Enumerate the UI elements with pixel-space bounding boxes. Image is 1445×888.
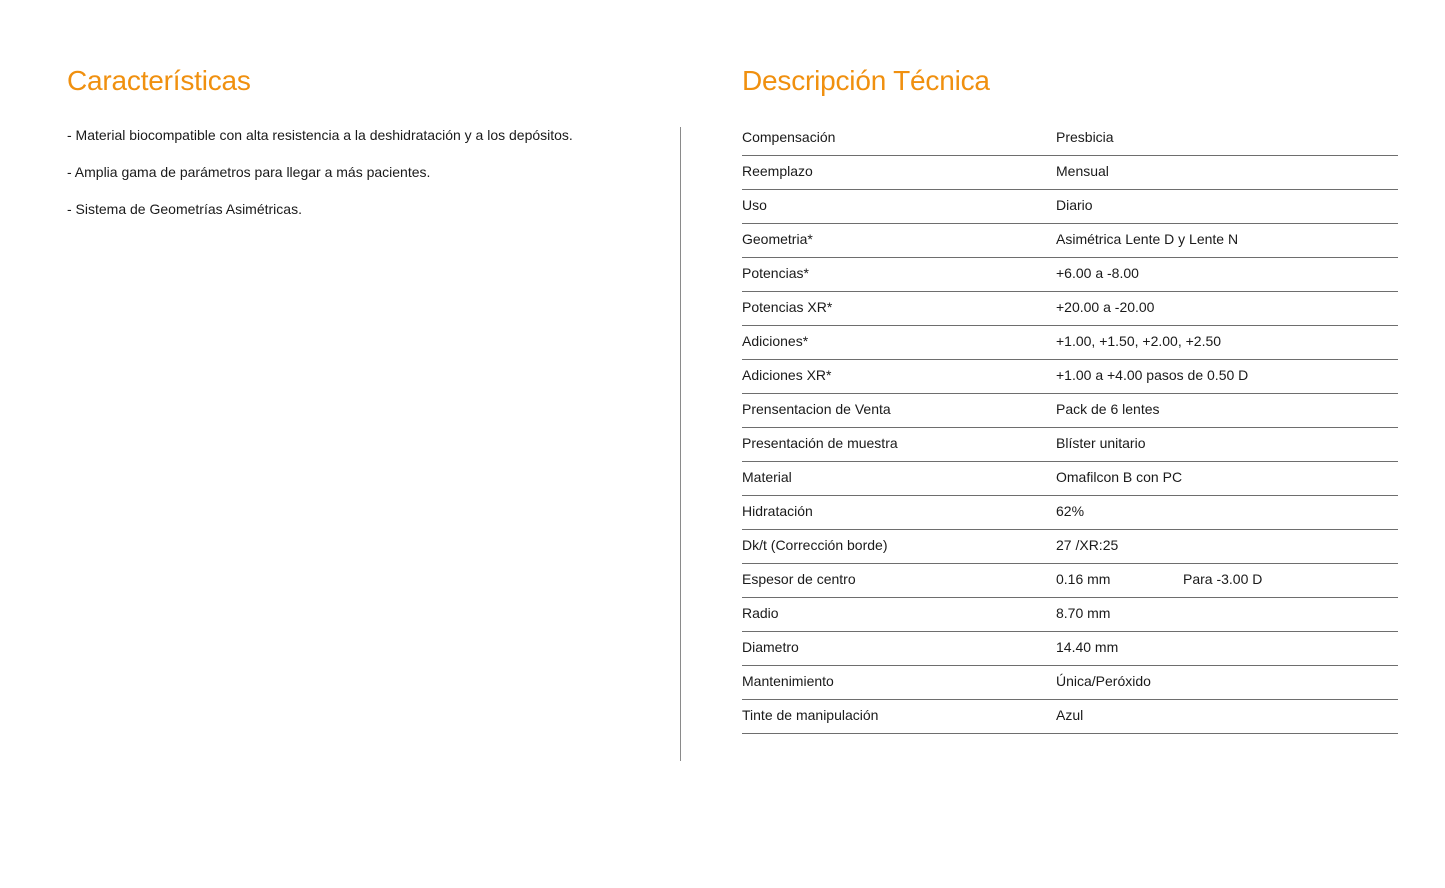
spec-label: Adiciones* bbox=[742, 333, 809, 349]
spec-label: Mantenimiento bbox=[742, 673, 834, 689]
spec-row bbox=[742, 156, 1398, 190]
spec-label: Geometria* bbox=[742, 231, 813, 247]
spec-value: +20.00 a -20.00 bbox=[1056, 299, 1155, 315]
spec-table bbox=[742, 122, 1398, 734]
spec-row bbox=[742, 700, 1398, 734]
spec-row bbox=[742, 666, 1398, 700]
spec-row bbox=[742, 496, 1398, 530]
spec-label: Potencias XR* bbox=[742, 299, 833, 315]
spec-row bbox=[742, 564, 1398, 598]
spec-value: Diario bbox=[1056, 197, 1093, 213]
spec-label: Compensación bbox=[742, 129, 836, 145]
spec-value: Azul bbox=[1056, 707, 1084, 723]
spec-value: 27 /XR:25 bbox=[1056, 537, 1119, 553]
spec-value: Blíster unitario bbox=[1056, 435, 1146, 451]
spec-value: Presbicia bbox=[1056, 129, 1114, 145]
column-divider bbox=[680, 127, 681, 761]
feature-item: - Material biocompatible con alta resistencia a la deshidratación y a los depósitos. bbox=[67, 127, 573, 143]
spec-row bbox=[742, 394, 1398, 428]
spec-value: +1.00, +1.50, +2.00, +2.50 bbox=[1056, 333, 1222, 349]
spec-note: Para -3.00 D bbox=[1183, 571, 1263, 587]
spec-label: Dk/t (Corrección borde) bbox=[742, 537, 888, 553]
spec-label: Material bbox=[742, 469, 792, 485]
spec-value: Pack de 6 lentes bbox=[1056, 401, 1160, 417]
spec-label: Reemplazo bbox=[742, 163, 813, 179]
spec-label: Espesor de centro bbox=[742, 571, 856, 587]
spec-value: Única/Peróxido bbox=[1056, 673, 1151, 689]
spec-value: 14.40 mm bbox=[1056, 639, 1119, 655]
features-section bbox=[67, 62, 657, 217]
spec-label: Adiciones XR* bbox=[742, 367, 832, 383]
spec-label: Uso bbox=[742, 197, 767, 213]
spec-label: Radio bbox=[742, 605, 779, 621]
spec-value: 8.70 mm bbox=[1056, 605, 1111, 621]
spec-row bbox=[742, 462, 1398, 496]
spec-row bbox=[742, 224, 1398, 258]
features-list bbox=[67, 126, 573, 237]
feature-item: - Sistema de Geometrías Asimétricas. bbox=[67, 201, 302, 217]
spec-label: Presentación de muestra bbox=[742, 435, 898, 451]
technical-title: Descripción Técnica bbox=[742, 65, 990, 96]
spec-row bbox=[742, 258, 1398, 292]
features-title: Características bbox=[67, 65, 251, 96]
spec-row bbox=[742, 428, 1398, 462]
spec-label: Hidratación bbox=[742, 503, 813, 519]
spec-value: 62% bbox=[1056, 503, 1085, 519]
spec-row bbox=[742, 360, 1398, 394]
spec-value: Asimétrica Lente D y Lente N bbox=[1056, 231, 1239, 247]
spec-row bbox=[742, 292, 1398, 326]
spec-label: Prensentacion de Venta bbox=[742, 401, 891, 417]
spec-value: Mensual bbox=[1056, 163, 1109, 179]
spec-row bbox=[742, 598, 1398, 632]
spec-row bbox=[742, 326, 1398, 360]
spec-row bbox=[742, 122, 1398, 156]
spec-value: +1.00 a +4.00 pasos de 0.50 D bbox=[1056, 367, 1249, 383]
spec-value: 0.16 mm bbox=[1056, 571, 1111, 587]
spec-row bbox=[742, 530, 1398, 564]
spec-row bbox=[742, 190, 1398, 224]
spec-label: Potencias* bbox=[742, 265, 809, 281]
spec-label: Tinte de manipulación bbox=[742, 707, 879, 723]
spec-label: Diametro bbox=[742, 639, 799, 655]
technical-section bbox=[742, 62, 1398, 723]
spec-value: +6.00 a -8.00 bbox=[1056, 265, 1139, 281]
spec-row bbox=[742, 632, 1398, 666]
spec-value: Omafilcon B con PC bbox=[1056, 469, 1183, 485]
feature-item: - Amplia gama de parámetros para llegar a más pacientes. bbox=[67, 164, 431, 180]
